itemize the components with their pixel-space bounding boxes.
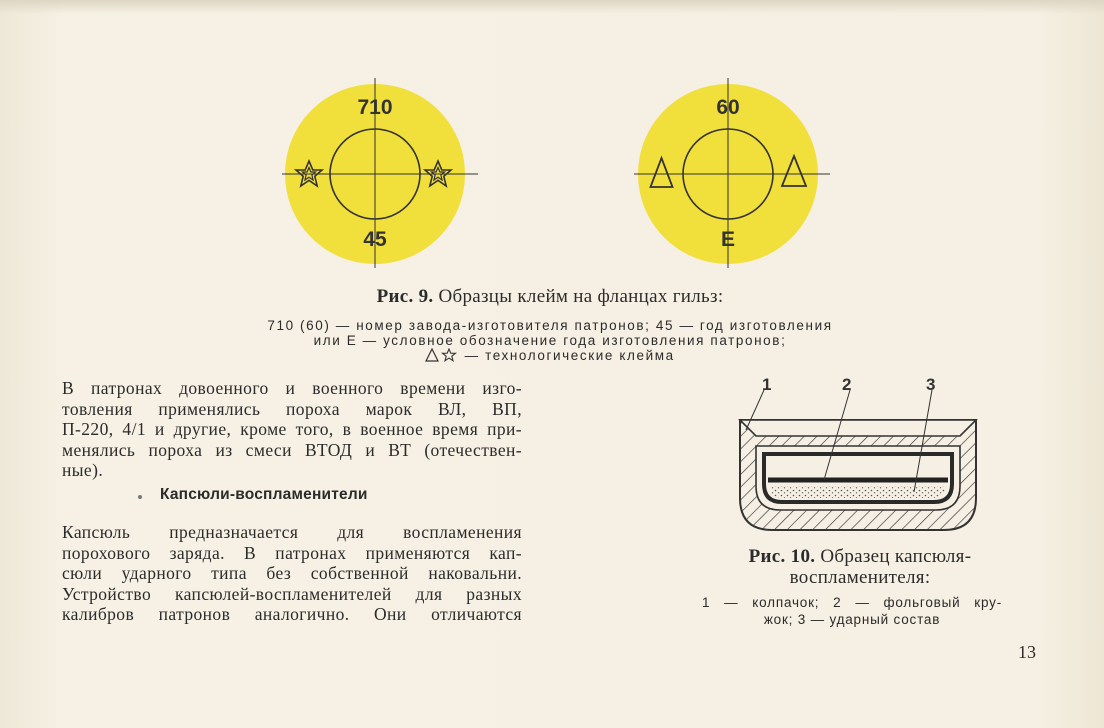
stamp-left-bottom-number: 45 [363, 228, 387, 251]
figure-10-legend-line-2: жок; 3 — ударный состав [763, 612, 941, 627]
text-line: Устройство капсюлей-воспламенителей для разных [62, 583, 522, 604]
figure-9-legend-line-2: или Е — условное обозначение года изготовления патронов; [313, 333, 787, 348]
text-line: калибров патронов аналогично. Они отличаются [62, 604, 522, 625]
figure-10-title-line-1: Образец капсюля- [820, 546, 972, 567]
text-line: порохового заряда. В патронах применяются кап- [62, 542, 522, 563]
primer-cross-section-diagram [726, 374, 988, 546]
text-line: менялись пороха из смеси ВТОД и ВТ (отечествен- [62, 439, 522, 460]
diagram-label-2: 2 [842, 375, 852, 394]
section-heading: Капсюли-воспламенители [160, 486, 368, 503]
flange-stamp-right [634, 78, 830, 268]
figure-9-legend-line-1: 710 (60) — номер завода-изготовителя патронов; 45 — год изготовления [267, 318, 833, 333]
text-line: П-220, 4/1 и другие, кроме того, в военное время при- [62, 419, 522, 440]
figure-10-legend-line-1: 1 — колпачок; 2 — фольговый кру- [702, 595, 1002, 610]
diagram-label-3: 3 [926, 375, 936, 394]
text-line: ные). [62, 460, 104, 481]
heading-dot [138, 495, 142, 499]
figure-9-title: Образцы клейм на фланцах гильз: [438, 286, 724, 307]
text-line: сюли ударного типа без собственной наковальни. [62, 563, 522, 584]
flange-stamp-left [282, 78, 478, 268]
paragraph-1 [62, 378, 522, 481]
text-line: В патронах довоенного и военного времени изго- [62, 378, 522, 398]
text-line: Капсюль предназначается для воспламенения [62, 522, 522, 542]
figure-9-legend-line-3 [220, 348, 880, 363]
figure-9-caption [240, 286, 860, 308]
text-line: товления применялись пороха марок ВЛ, ВП, [62, 398, 522, 419]
diagram-label-1: 1 [762, 375, 772, 394]
stamp-right-top-number: 60 [716, 96, 740, 119]
paragraph-2 [62, 522, 522, 625]
figure-10-title-line-2: воспламенителя: [789, 567, 931, 588]
page-edge-shadow [0, 0, 1104, 14]
figure-9-label: Рис. 9. [376, 286, 434, 307]
figure-10-caption [720, 546, 1000, 588]
stamp-left-top-number: 710 [357, 96, 393, 119]
triangle-star-icon [425, 348, 459, 362]
figure-9-legend-line-3-text: — технологические клейма [464, 348, 675, 363]
figure-10-label: Рис. 10. [748, 546, 816, 567]
page-number: 13 [1018, 642, 1036, 662]
stamp-right-bottom-letter: E [720, 228, 736, 251]
